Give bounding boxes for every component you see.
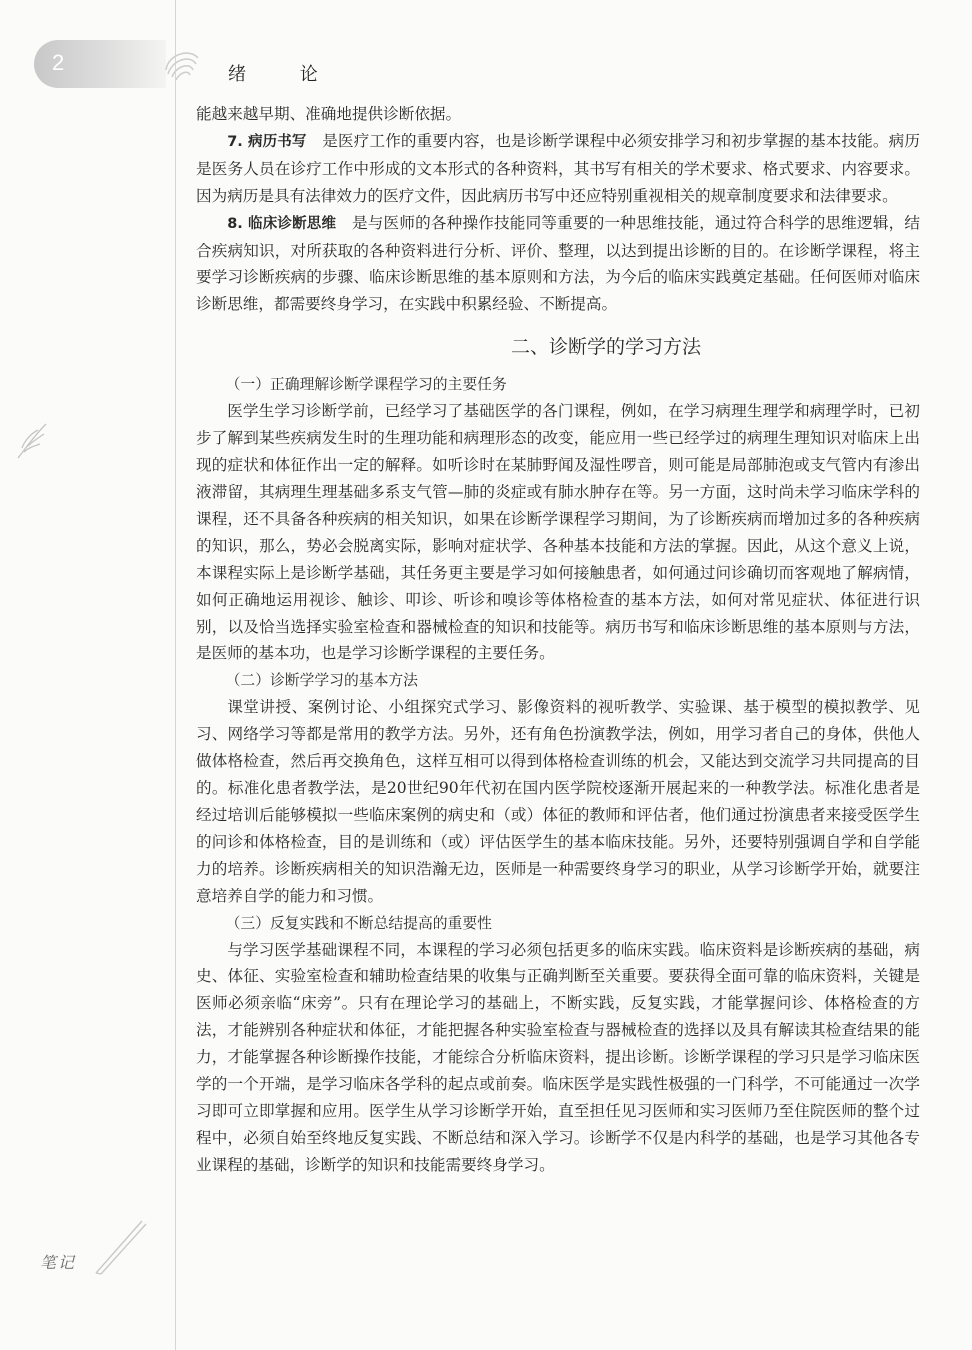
swirl-ornament-icon bbox=[160, 40, 204, 84]
margin-line bbox=[175, 0, 176, 1350]
subsection-1-paragraph: 医学生学习诊断学前，已经学习了基础医学的各门课程，例如，在学习病理生理学和病理学时，已初步了解到某些疾病发生时的生理功能和病理形态的改变，能应用一些已经学过的病理生理知识对临床上出现的症状和体征作出一定的解释。如听诊时在某肺野闻及湿性啰音，则可能是局部肺泡或支气管内有渗出液滞留，其病理生理基础多系支气管—肺的炎症或有肺水肿存在等。另一方面，这时尚未学习临床学科的课程，还不具备各种疾病的相关知识，如果在诊断学课程学习期间，为了诊断疾病而增加过多的各种疾病的知识，那么，势必会脱离实际，影响对症状学、各种基本技能和方法的掌握。因此，从这个意义上说，本课程实际上是诊断学基础，其任务更主要是学习如何接触患者，如何通过问诊确切而客观地了解病情，如何正确地运用视诊、触诊、叩诊、听诊和嗅诊等体格检查的基本方法，如何对常见症状、体征进行识别，以及恰当选择实验室检查和器械检查的知识和技能等。病历书写和临床诊断思维的基本原则与方法，是医师的基本功，也是学习诊断学课程的主要任务。 bbox=[196, 402, 920, 663]
subheading-2: （二）诊断学学习的基本方法 bbox=[225, 672, 418, 690]
pen-icon bbox=[92, 1215, 148, 1277]
subheading-1: （一）正确理解诊断学课程学习的主要任务 bbox=[225, 376, 507, 394]
subheading-3: （三）反复实践和不断总结提高的重要性 bbox=[225, 914, 492, 932]
item-7-title: 7. 病历书写 bbox=[227, 133, 307, 150]
lead-line: 能越来越早期、准确地提供诊断依据。 bbox=[196, 105, 462, 123]
section-header-title: 绪 论 bbox=[228, 64, 342, 85]
notes-label: 笔记 bbox=[40, 1253, 77, 1272]
item-8-title: 8. 临床诊断思维 bbox=[227, 215, 337, 232]
page-body bbox=[196, 101, 920, 1179]
page-number: 2 bbox=[52, 50, 65, 75]
item-8-text: 是与医师的各种操作技能同等重要的一种思维技能，通过符合科学的思维逻辑，结合疾病知识，对所获取的各种资料进行分析、评价、整理，以达到提出诊断的目的。在诊断学课程，将主要学习诊断疾病的步骤、临床诊断思维的基本原则和方法，为今后的临床实践奠定基础。任何医师对临床诊断思维，都需要终身学习，在实践中积累经验、不断提高。 bbox=[196, 213, 920, 314]
item-7-text: 是医疗工作的重要内容，也是诊断学课程中必须安排学习和初步掌握的基本技能。病历是医务人员在诊疗工作中形成的文本形式的各种资料，其书写有相关的学术要求、格式要求、内容要求。因为病历是具有法律效力的医疗文件，因此病历书写中还应特别重视相关的规章制度要求和法律要求。 bbox=[196, 131, 920, 205]
item-7-paragraph bbox=[196, 128, 920, 210]
section-heading: 二、诊断学的学习方法 bbox=[510, 336, 701, 359]
item-8-paragraph bbox=[196, 210, 920, 319]
subsection-3-paragraph: 与学习医学基础课程不同，本课程的学习必须包括更多的临床实践。临床资料是诊断疾病的基础，病史、体征、实验室检查和辅助检查结果的收集与正确判断至关重要。要获得全面可靠的临床资料，关键是医师必须亲临“床旁”。只有在理论学习的基础上，不断实践，反复实践，才能掌握问诊、体格检查的方法，才能辨别各种症状和体征，才能把握各种实验室检查与器械检查的选择以及具有解读其检查结果的能力，才能掌握各种诊断操作技能，才能综合分析临床资料，提出诊断。诊断学课程的学习只是学习临床医学的一个开端，是学习临床各学科的起点或前奏。临床医学是实践性极强的一门科学，不可能通过一次学习即可立即掌握和应用。医学生从学习诊断学开始，直至担任见习医师和实习医师乃至住院医师的整个过程中，必须自始至终地反复实践、不断总结和深入学习。诊断学不仅是内科学的基础，也是学习其他各专业课程的基础，诊断学的知识和技能需要终身学习。 bbox=[196, 940, 920, 1174]
subsection-2-paragraph: 课堂讲授、案例讨论、小组探究式学习、影像资料的视听教学、实验课、基于模型的模拟教学、见习、网络学习等都是常用的教学方法。另外，还有角色扮演教学法，例如，用学习者自己的身体，供他人做体格检查，然后再交换角色，这样互相可以得到体格检查训练的机会，又能达到交流学习共同提高的目的。标准化患者教学法，是20世纪90年代初在国内医学院校逐渐开展起来的一种教学法。标准化患者是经过培训后能够模拟一些临床案例的病史和（或）体征的教师和评估者，他们通过扮演患者来接受医学生的问诊和体格检查，目的是训练和（或）评估医学生的基本临床技能。另外，还要特别强调自学和自学能力的培养。诊断疾病相关的知识浩瀚无边，医师是一种需要终身学习的职业，从学习诊断学开始，就要注意培养自学的能力和习惯。 bbox=[196, 698, 920, 905]
feather-icon bbox=[12, 418, 52, 466]
